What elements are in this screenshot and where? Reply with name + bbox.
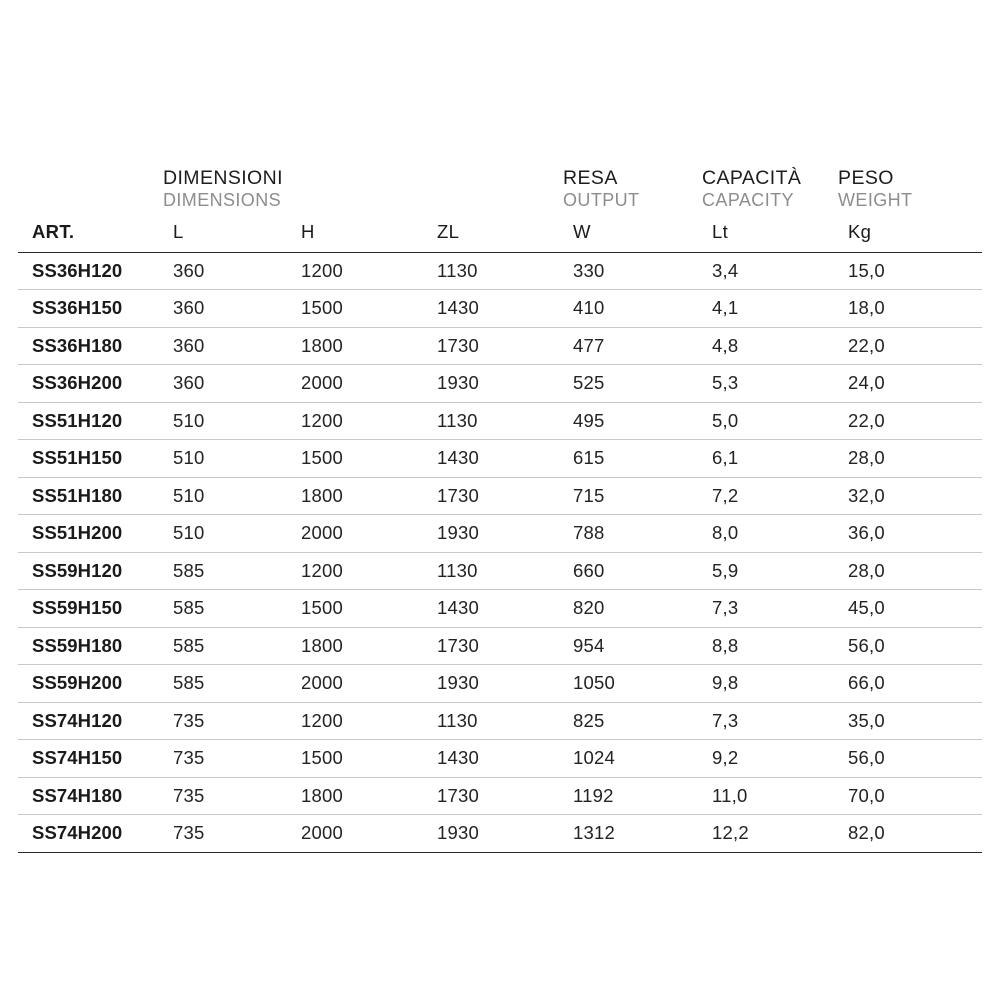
cell-w: 495 (563, 402, 702, 440)
cell-lt: 6,1 (702, 440, 838, 478)
cell-w: 410 (563, 290, 702, 328)
group-header-dimensions-en: DIMENSIONS (163, 189, 282, 210)
cell-l: 585 (163, 552, 291, 590)
cell-art: SS51H200 (18, 515, 163, 553)
group-header-dimensions-it: DIMENSIONI (163, 167, 283, 189)
cell-lt: 7,3 (702, 590, 838, 628)
cell-w: 330 (563, 252, 702, 290)
cell-w: 954 (563, 627, 702, 665)
specifications-table (18, 168, 982, 853)
cell-lt: 8,8 (702, 627, 838, 665)
cell-l: 360 (163, 327, 291, 365)
cell-h: 1800 (291, 627, 427, 665)
cell-zl: 1130 (427, 552, 563, 590)
cell-l: 735 (163, 702, 291, 740)
cell-kg: 66,0 (838, 665, 982, 703)
cell-w: 615 (563, 440, 702, 478)
cell-kg: 28,0 (838, 552, 982, 590)
table-row (18, 440, 982, 478)
cell-zl: 1430 (427, 590, 563, 628)
cell-h: 1500 (291, 740, 427, 778)
group-header-empty (18, 168, 163, 217)
cell-art: SS51H180 (18, 477, 163, 515)
cell-l: 360 (163, 252, 291, 290)
cell-l: 585 (163, 590, 291, 628)
cell-zl: 1730 (427, 777, 563, 815)
cell-l: 510 (163, 402, 291, 440)
cell-art: SS36H150 (18, 290, 163, 328)
cell-h: 2000 (291, 665, 427, 703)
cell-l: 735 (163, 777, 291, 815)
table-row (18, 702, 982, 740)
cell-zl: 1130 (427, 402, 563, 440)
cell-lt: 4,8 (702, 327, 838, 365)
cell-lt: 12,2 (702, 815, 838, 853)
cell-kg: 36,0 (838, 515, 982, 553)
cell-kg: 70,0 (838, 777, 982, 815)
group-header-output-en: OUTPUT (563, 189, 640, 210)
cell-h: 1800 (291, 777, 427, 815)
group-header-row (18, 168, 982, 217)
cell-kg: 82,0 (838, 815, 982, 853)
column-header-kg: Kg (838, 217, 982, 253)
table-row (18, 515, 982, 553)
table-row (18, 777, 982, 815)
group-header-capacity (702, 168, 838, 217)
cell-kg: 28,0 (838, 440, 982, 478)
cell-kg: 22,0 (838, 402, 982, 440)
table-row (18, 327, 982, 365)
cell-w: 820 (563, 590, 702, 628)
cell-zl: 1730 (427, 627, 563, 665)
table-row (18, 627, 982, 665)
cell-kg: 56,0 (838, 627, 982, 665)
cell-lt: 7,2 (702, 477, 838, 515)
table-row (18, 290, 982, 328)
cell-h: 1500 (291, 290, 427, 328)
cell-art: SS59H200 (18, 665, 163, 703)
cell-w: 1024 (563, 740, 702, 778)
cell-w: 825 (563, 702, 702, 740)
group-header-dimensions (163, 168, 563, 217)
cell-h: 1200 (291, 402, 427, 440)
cell-h: 2000 (291, 515, 427, 553)
cell-zl: 1130 (427, 702, 563, 740)
cell-zl: 1130 (427, 252, 563, 290)
column-header-zl: ZL (427, 217, 563, 253)
cell-zl: 1730 (427, 477, 563, 515)
cell-w: 477 (563, 327, 702, 365)
cell-lt: 7,3 (702, 702, 838, 740)
group-header-output-it: RESA (563, 167, 618, 189)
group-header-capacity-it: CAPACITÀ (702, 167, 802, 189)
table-row (18, 477, 982, 515)
cell-art: SS74H150 (18, 740, 163, 778)
cell-art: SS74H200 (18, 815, 163, 853)
cell-zl: 1430 (427, 440, 563, 478)
cell-zl: 1930 (427, 515, 563, 553)
column-header-art: ART. (18, 217, 163, 253)
table-row (18, 365, 982, 403)
cell-lt: 9,8 (702, 665, 838, 703)
group-header-weight-it: PESO (838, 167, 894, 189)
cell-l: 510 (163, 440, 291, 478)
cell-l: 360 (163, 290, 291, 328)
cell-art: SS59H180 (18, 627, 163, 665)
cell-art: SS74H180 (18, 777, 163, 815)
cell-art: SS51H120 (18, 402, 163, 440)
table-row (18, 590, 982, 628)
cell-kg: 35,0 (838, 702, 982, 740)
cell-kg: 15,0 (838, 252, 982, 290)
cell-lt: 5,9 (702, 552, 838, 590)
cell-lt: 11,0 (702, 777, 838, 815)
cell-zl: 1930 (427, 815, 563, 853)
cell-h: 1800 (291, 477, 427, 515)
cell-l: 735 (163, 815, 291, 853)
cell-lt: 8,0 (702, 515, 838, 553)
cell-l: 360 (163, 365, 291, 403)
table-row (18, 815, 982, 853)
cell-l: 585 (163, 627, 291, 665)
cell-h: 1200 (291, 702, 427, 740)
cell-zl: 1430 (427, 740, 563, 778)
table-row (18, 252, 982, 290)
cell-kg: 22,0 (838, 327, 982, 365)
cell-zl: 1930 (427, 665, 563, 703)
group-header-output (563, 168, 702, 217)
cell-art: SS36H200 (18, 365, 163, 403)
cell-h: 2000 (291, 365, 427, 403)
cell-art: SS36H180 (18, 327, 163, 365)
cell-art: SS74H120 (18, 702, 163, 740)
cell-h: 2000 (291, 815, 427, 853)
cell-w: 1312 (563, 815, 702, 853)
cell-h: 1200 (291, 252, 427, 290)
cell-kg: 32,0 (838, 477, 982, 515)
cell-kg: 24,0 (838, 365, 982, 403)
cell-zl: 1930 (427, 365, 563, 403)
cell-kg: 45,0 (838, 590, 982, 628)
table-row (18, 740, 982, 778)
column-header-h: H (291, 217, 427, 253)
cell-art: SS59H120 (18, 552, 163, 590)
cell-l: 585 (163, 665, 291, 703)
cell-lt: 5,3 (702, 365, 838, 403)
cell-w: 1050 (563, 665, 702, 703)
cell-lt: 9,2 (702, 740, 838, 778)
cell-zl: 1730 (427, 327, 563, 365)
cell-h: 1800 (291, 327, 427, 365)
table-row (18, 552, 982, 590)
column-header-lt: Lt (702, 217, 838, 253)
cell-l: 510 (163, 515, 291, 553)
table-row (18, 402, 982, 440)
group-header-capacity-en: CAPACITY (702, 189, 794, 210)
cell-l: 735 (163, 740, 291, 778)
cell-w: 660 (563, 552, 702, 590)
table-body (18, 252, 982, 852)
cell-art: SS59H150 (18, 590, 163, 628)
table-header (18, 168, 982, 252)
cell-zl: 1430 (427, 290, 563, 328)
cell-kg: 56,0 (838, 740, 982, 778)
cell-w: 1192 (563, 777, 702, 815)
group-header-weight (838, 168, 982, 217)
cell-art: SS36H120 (18, 252, 163, 290)
cell-h: 1500 (291, 590, 427, 628)
cell-lt: 3,4 (702, 252, 838, 290)
group-header-weight-en: WEIGHT (838, 189, 913, 210)
cell-h: 1200 (291, 552, 427, 590)
table-row (18, 665, 982, 703)
cell-lt: 5,0 (702, 402, 838, 440)
cell-h: 1500 (291, 440, 427, 478)
column-header-l: L (163, 217, 291, 253)
cell-l: 510 (163, 477, 291, 515)
cell-w: 788 (563, 515, 702, 553)
cell-w: 525 (563, 365, 702, 403)
cell-lt: 4,1 (702, 290, 838, 328)
cell-art: SS51H150 (18, 440, 163, 478)
column-header-w: W (563, 217, 702, 253)
column-header-row (18, 217, 982, 253)
cell-kg: 18,0 (838, 290, 982, 328)
cell-w: 715 (563, 477, 702, 515)
